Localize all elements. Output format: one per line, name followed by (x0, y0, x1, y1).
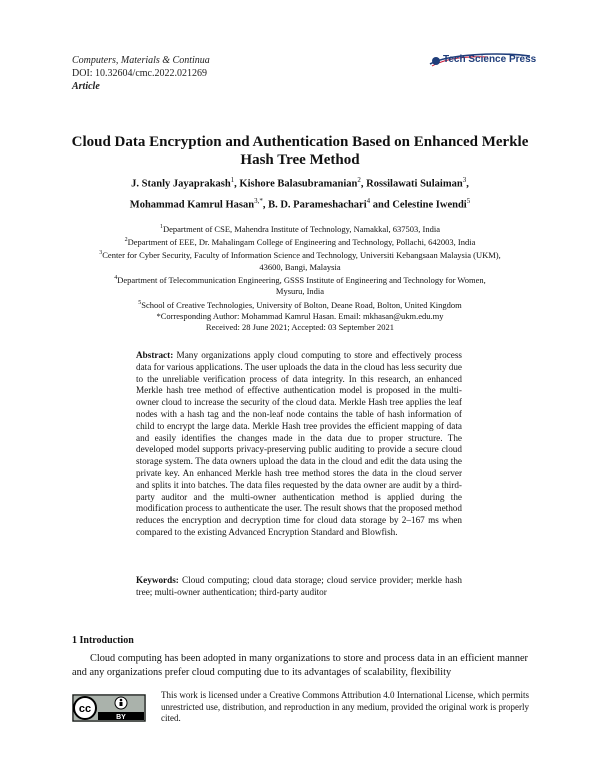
author-separator: , (466, 178, 469, 190)
affiliation-line (55, 248, 545, 261)
cc-label: cc (78, 703, 92, 715)
author-name[interactable]: J. Stanly Jayaprakash (131, 178, 231, 190)
affiliation-text: Department of Telecommunication Engineering, GSSS Institute of Engineering and Technology for Women, (117, 274, 486, 285)
affiliation-text[interactable]: *Corresponding Author: Mohammad Kamrul Hasan. Email: mkhasan@ukm.edu.my (156, 310, 444, 321)
author-line (60, 193, 540, 214)
keywords-text: Cloud computing; cloud data storage; cloud service provider; merkle hash tree; multi-owner authentication; third-party auditor (136, 575, 462, 597)
affiliation-text: Department of EEE, Dr. Mahalingam College of Engineering and Technology, Pollachi, 642003, India (127, 237, 476, 248)
title-line: Cloud Data Encryption and Authentication Based on Enhanced Merkle (71, 134, 529, 150)
affiliation-mark: 4 (114, 275, 118, 282)
paper-title (60, 133, 540, 169)
affiliation-line (55, 298, 545, 311)
license-text[interactable]: This work is licensed under a Creative Commons Attribution 4.0 International License, which permits unrestricted use, distribution, and reproduction in any medium, provided the original work is properly cited. (161, 690, 529, 724)
author-separator: , (360, 178, 367, 190)
abstract-label: Abstract: (136, 350, 174, 360)
affiliation-line (55, 235, 545, 248)
publisher-name: Tech Science Press (443, 54, 537, 65)
author-affiliation-mark: 3,* (254, 196, 263, 205)
cc-by-license-icon[interactable] (72, 694, 146, 722)
author-affiliation-mark: 3 (462, 176, 467, 184)
publisher-logo[interactable] (428, 52, 537, 68)
affiliation-mark: 5 (138, 299, 142, 306)
affiliation-text: School of Creative Technologies, University of Bolton, Deane Road, Bolton, United Kingdom (141, 299, 462, 310)
creative-commons-icon (72, 694, 146, 722)
author-separator: and (370, 199, 393, 210)
affiliation-text: Department of CSE, Mahendra Institute of Technology, Namakkal, 637503, India (162, 223, 440, 234)
received-dates (55, 322, 545, 333)
affiliation-line (55, 286, 545, 297)
author-name[interactable]: Rossilawati Sulaiman (366, 178, 463, 190)
abstract (136, 350, 462, 539)
keywords (136, 575, 462, 599)
affiliation-text: 43600, Bangi, Malaysia (259, 261, 341, 272)
abstract-text: Many organizations apply cloud computing to store and effectively process data for various applications. The user uploads the data in the cloud has less security due to the unreliable verification process of data integrity. In this research, an enhanced Merkle hash tree method of effective authentication model is proposed in the multi-owner cloud to increase the security of the cloud data. Merkle Hash tree applies the leaf nodes with a hash tag and the non-leaf node contains the table of hash information of child to encrypt the large data. Merkle Hash tree provides the efficient mapping of data and easily identifies the changes made in the data due to proper structure. The developed model supports privacy-preserving public auditing to provide a secure cloud storage system. The data owners upload the data in the cloud and edit the data using the private key. An enhanced Merkle hash tree method stores the data in the cloud server and splits it into batches. The data files requested by the data owner are audit by a third-party auditor and the multi-owner authentication method is applied during the modification process to authenticate the user. The result shows that the proposed method reduces the encryption and decryption time for cloud data storage by 2–167 ms when compared to the existing Advanced Encryption Standard and Blowfish. (136, 350, 462, 537)
journal-name: Computers, Materials & Continua (72, 55, 210, 66)
author-affiliation-mark: 4 (366, 196, 371, 205)
doi-line[interactable]: DOI: 10.32604/cmc.2022.021269 (72, 68, 207, 79)
affiliation-line (55, 262, 545, 273)
author-list (60, 172, 540, 213)
author-separator: , (234, 178, 240, 190)
corresponding-author (55, 311, 545, 322)
affiliation-text: Center for Cyber Security, Faculty of Information Science and Technology, Universiti Kebangsaan Malaysia (UKM), (102, 250, 501, 261)
affiliation-text: Mysuru, India (275, 286, 325, 297)
affiliation-mark: 2 (124, 237, 128, 244)
author-affiliation-mark: 5 (466, 196, 471, 205)
affiliation-line (55, 222, 545, 235)
by-label: BY (116, 714, 126, 721)
author-name[interactable]: B. D. Parameshachari (268, 199, 367, 210)
author-line (60, 172, 540, 193)
author-name[interactable]: Mohammad Kamrul Hasan (129, 199, 255, 210)
affiliation-text: Received: 28 June 2021; Accepted: 03 September 2021 (205, 322, 395, 333)
affiliation-mark: 3 (99, 250, 103, 257)
title-line: Hash Tree Method (240, 152, 360, 168)
affiliations (55, 222, 545, 334)
article-type: Article (72, 81, 100, 92)
author-affiliation-mark: 1 (230, 176, 235, 184)
author-affiliation-mark: 2 (357, 176, 361, 184)
section-heading: 1 Introduction (72, 635, 134, 646)
keywords-label: Keywords: (136, 575, 179, 585)
intro-paragraph: Cloud computing has been adopted in many organizations to store and process data in an efficient manner and any organizations prefer cloud computing due to its advantages of scalability, flexibility (72, 653, 528, 678)
affiliation-line (55, 273, 545, 286)
author-name[interactable]: Celestine Iwendi (392, 199, 467, 210)
affiliation-mark: 1 (159, 224, 163, 230)
author-separator: , (262, 199, 269, 210)
author-name[interactable]: Kishore Balasubramanian (239, 178, 358, 190)
